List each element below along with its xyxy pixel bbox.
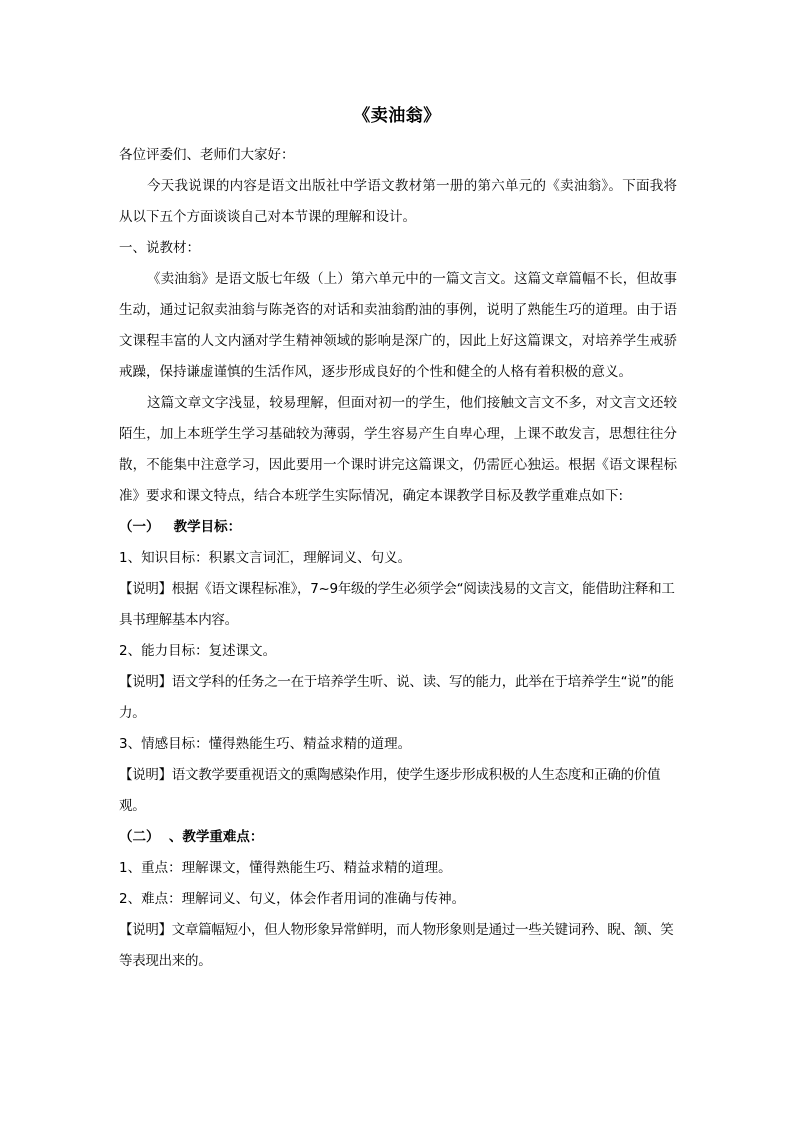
subheading-teaching-goals: （一） 教学目标：: [119, 519, 242, 535]
document-title: 《卖油翁》: [353, 106, 441, 126]
note-emotion: 【说明】语文教学要重视语文的熏陶感染作用，使学生逐步形成积极的人生态度和正确的价值观。: [119, 767, 661, 814]
intro-paragraph: 今天我说课的内容是语文出版社中学语文教材第一册的第六单元的《卖油翁》。下面我将从以下五个方面谈谈自己对本节课的理解和设计。: [119, 178, 677, 225]
note-knowledge: 【说明】根据《语文课程标准》，7~9年级的学生必须学会“阅读浅易的文言文，能借助注释和工具书理解基本内容。: [119, 581, 675, 628]
textbook-paragraph-1: 《卖油翁》是语文版七年级（上）第六单元中的一篇文言文。这篇文章篇幅不长，但故事生动，通过记叙卖油翁与陈尧咨的对话和卖油翁酌油的事例，说明了熟能生巧的道理。由于语文课程丰富的人文内涵对学生精神领域的影响是深广的，因此上好这篇课文，对培养学生戒骄戒躁，保持谦虚谨慎的生活作风，逐步形成良好的个性和健全的人格有着积极的意义。: [119, 271, 677, 380]
goal-knowledge: 1、知识目标：积累文言词汇，理解词义、句义。: [119, 550, 412, 566]
difficult-point: 2、难点：理解词义、句义，体会作者用词的准确与传神。: [119, 891, 466, 907]
subheading-key-points: （二） 、教学重难点：: [119, 829, 264, 845]
goal-emotion: 3、情感目标：懂得熟能生巧、精益求精的道理。: [119, 736, 412, 752]
document-body: [119, 140, 677, 977]
textbook-paragraph-2: 这篇文章文字浅显，较易理解，但面对初一的学生，他们接触文言文不多，对文言文还较陌生，加上本班学生学习基础较为薄弱，学生容易产生自卑心理，上课不敢发言，思想往往分散，不能集中注意学习，因此要用一个课时讲完这篇课文，仍需匠心独运。根据《语文课程标准》要求和课文特点，结合本班学生实际情况，确定本课教学目标及教学重难点如下:: [119, 395, 677, 504]
note-ability: 【说明】语文学科的任务之一在于培养学生听、说、读、写的能力，此举在于培养学生“说”的能力。: [119, 674, 674, 721]
key-point: 1、重点：理解课文，懂得熟能生巧、精益求精的道理。: [119, 860, 452, 876]
greeting: 各位评委们、老师们大家好：: [119, 147, 295, 163]
section-heading-textbook: 一、说教材：: [119, 240, 200, 256]
note-key-points: 【说明】文章篇幅短小，但人物形象异常鲜明，而人物形象则是通过一些关键词矜、睨、颔、笑等表现出来的。: [119, 922, 674, 969]
goal-ability: 2、能力目标：复述课文。: [119, 643, 277, 659]
